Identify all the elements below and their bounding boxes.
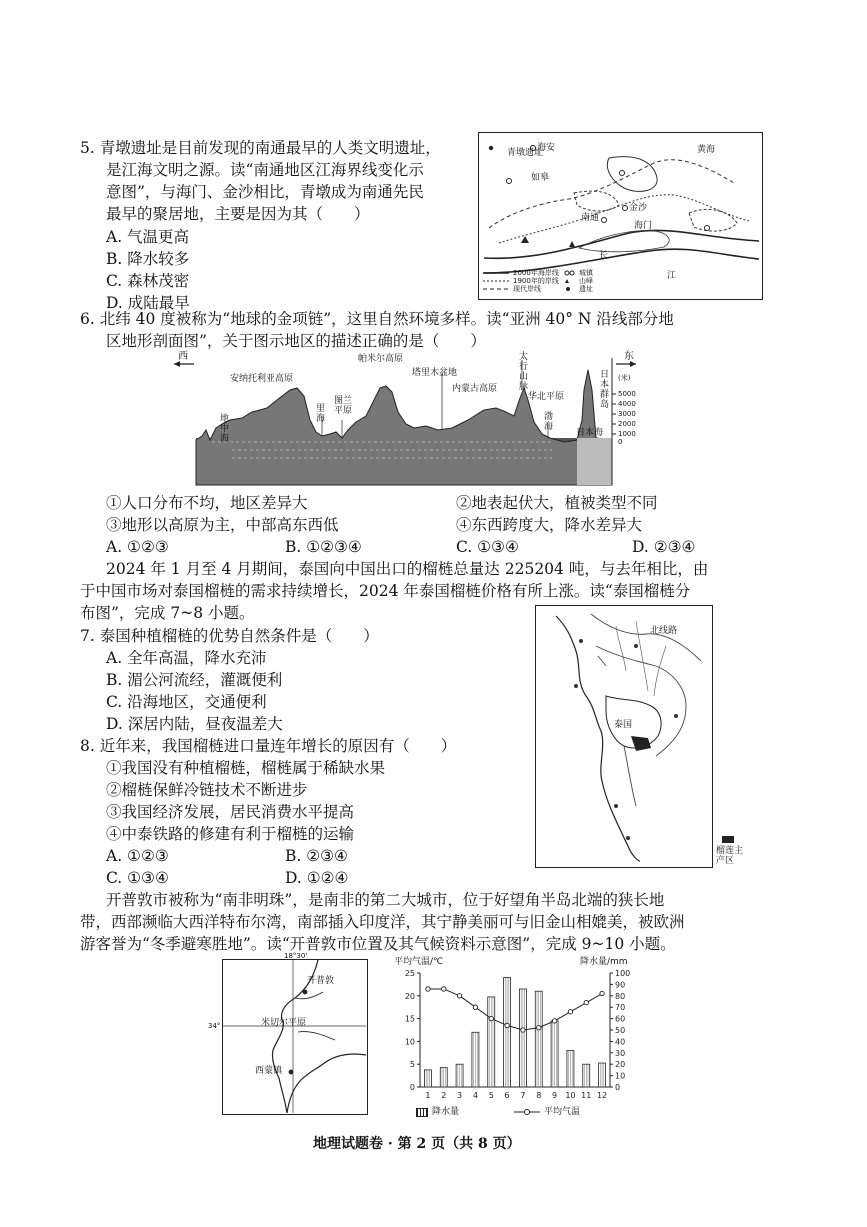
temp-line <box>428 989 602 1030</box>
profile-west: 西 <box>178 351 188 362</box>
q7-option-a: A. 全年高温，降水充沛 <box>106 649 267 667</box>
left-tick-label: 5 <box>409 1060 415 1070</box>
label-anatolian-plateau: 安纳托利亚高原 <box>230 374 294 384</box>
left-tick-label: 0 <box>409 1083 415 1092</box>
temp-point <box>568 1010 572 1014</box>
legend-durian-main-2: 产区 <box>716 856 735 866</box>
right-tick-label: 40 <box>615 1037 626 1047</box>
q7-option-c: C. 沿海地区，交通便利 <box>106 693 267 711</box>
label-sea-of-japan: 日本海 <box>576 428 604 438</box>
right-tick-label: 0 <box>615 1083 621 1092</box>
label-qingdun: 青墩遗址 <box>507 148 544 158</box>
q6-option-c: C. ①③④ <box>456 538 519 556</box>
label-north-china-plain: 华北平原 <box>528 392 565 402</box>
q8-statement-1: ①我国没有种植榴梿，榴梿属于稀缺水果 <box>106 759 386 777</box>
right-tick-label: 30 <box>615 1048 626 1058</box>
left-tick-label: 20 <box>404 991 415 1001</box>
right-tick-label: 80 <box>615 991 626 1001</box>
intro78-line3: 布图”，完成 7~8 小题。 <box>80 604 255 622</box>
q8-option-c: C. ①③④ <box>106 869 169 887</box>
q5-stem-line1: 5. 青墩遗址是目前发现的南通最早的人类文明遗址， <box>80 139 441 157</box>
label-chang: 长 <box>599 251 609 261</box>
label-jiang: 江 <box>667 271 677 281</box>
label-simons-town: 西蒙镇 <box>255 1066 283 1076</box>
tick-2000: 2000 <box>618 420 636 428</box>
label-turan-plain: 图兰平原 <box>334 396 353 416</box>
right-tick-label: 50 <box>615 1026 626 1035</box>
right-tick-label: 70 <box>615 1003 626 1013</box>
label-rugao: 如皋 <box>531 173 550 183</box>
tick-5000: 5000 <box>618 390 636 398</box>
q6-option-d: D. ②③④ <box>632 538 696 556</box>
q8-option-d: D. ①②④ <box>285 869 349 887</box>
q5-stem-line4: 最早的聚居地，主要是因为其（ ） <box>106 205 370 223</box>
label-huanghai: 黄海 <box>697 145 716 155</box>
q6-option-a: A. ①②③ <box>106 538 169 556</box>
q8-option-b: B. ②③④ <box>285 847 348 865</box>
temp-point <box>537 1026 541 1030</box>
label-inner-mongolia-plateau: 内蒙古高原 <box>452 384 498 394</box>
cape-town-climate-chart <box>392 955 642 1125</box>
chart-left-axis-label: 平均气温/℃ <box>394 957 444 967</box>
label-nantong: 南通 <box>581 213 600 223</box>
temp-point <box>505 1023 509 1027</box>
left-tick-label: 10 <box>404 1037 415 1047</box>
label-mitchells-plain: 米切尔平原 <box>261 1018 307 1028</box>
month-tick-label: 7 <box>520 1091 526 1100</box>
climate-chart-svg <box>392 967 642 1107</box>
legend-2000-coastline: 2000年海岸线 <box>513 269 559 277</box>
intro78-line1: 2024 年 1 月至 4 月期间，泰国向中国出口的榴梿总量达 225204 吨，与去年相比，由 <box>106 560 709 578</box>
right-tick-label: 10 <box>615 1071 626 1081</box>
profile-unit: (米) <box>618 374 631 382</box>
legend-durian-area-swatch <box>722 836 734 843</box>
q6-option-b: B. ①②③④ <box>285 538 362 556</box>
cape-map-drawing <box>223 960 366 1113</box>
label-tarim-basin: 塔里木盆地 <box>412 368 458 378</box>
q8-stem: 8. 近年来，我国榴梿进口量连年增长的原因有（ ） <box>80 737 457 755</box>
left-tick-label: 15 <box>404 1014 415 1024</box>
tick-0: 0 <box>618 438 623 446</box>
month-tick-label: 12 <box>596 1091 608 1100</box>
cape-map-frame <box>222 959 368 1115</box>
intro910-line3: 游客誉为“冬季避寒胜地”。读“开普敦市位置及其气候资料示意图”，完成 9~10 小题。 <box>80 935 676 953</box>
q5-option-a: A. 气温更高 <box>106 228 190 246</box>
label-thailand: 泰国 <box>614 720 633 730</box>
label-taihang-mountains: 太行山脉 <box>519 352 529 392</box>
legend-temp-swatch <box>514 1107 540 1117</box>
tick-3000: 3000 <box>618 410 636 418</box>
month-tick-label: 10 <box>565 1091 576 1100</box>
thailand-durian-map <box>535 605 713 868</box>
thailand-map-drawing <box>536 606 711 866</box>
legend-peak: 山峰 <box>579 277 593 285</box>
right-tick-label: 100 <box>615 969 631 978</box>
terrain-profile-drawing <box>172 350 638 486</box>
intro910-line1: 开普敦市被称为“南非明珠”，是南非的第二大城市，位于好望角半岛北端的狭长地 <box>106 891 665 909</box>
q5-option-c: C. 森林茂密 <box>106 272 190 290</box>
temp-point <box>457 994 461 998</box>
page-footer: 地理试题卷 · 第 2 页（共 8 页） <box>313 1136 521 1152</box>
tick-4000: 4000 <box>618 400 636 408</box>
temp-point <box>489 1016 493 1020</box>
month-tick-label: 9 <box>552 1091 558 1100</box>
intro910-line2: 带，西部濒临大西洋特布尔湾，南部插入印度洋，其宁静美丽可与旧金山相媲美，被欧洲 <box>80 913 685 931</box>
legend-site: 遗址 <box>579 285 593 293</box>
label-jinsha: 金沙 <box>629 203 648 213</box>
label-caspian-sea: 里海 <box>316 404 326 424</box>
asia-40n-terrain-profile <box>172 350 638 486</box>
legend-temp-label: 平均气温 <box>544 1107 581 1117</box>
temp-point <box>600 991 604 995</box>
q5-option-b: B. 降水较多 <box>106 250 190 268</box>
q7-stem: 7. 泰国种植榴梿的优势自然条件是（ ） <box>80 627 379 645</box>
chart-right-axis-label: 降水量/mm <box>580 957 628 967</box>
legend-precip-label: 降水量 <box>432 1107 460 1117</box>
q6-statement-1: ①人口分布不均，地区差异大 <box>106 494 308 512</box>
q7-option-b: B. 湄公河流经，灌溉便利 <box>106 671 283 689</box>
month-tick-label: 5 <box>488 1091 494 1100</box>
profile-east: 东 <box>624 351 634 362</box>
q5-stem-line3: 意图”，与海门、金沙相比，青墩成为南通先民 <box>106 183 424 201</box>
label-north-route: 北线路 <box>650 626 678 636</box>
temp-point <box>584 1000 588 1004</box>
label-haimen: 海门 <box>634 221 653 231</box>
month-tick-label: 8 <box>536 1091 542 1100</box>
intro78-line2: 于中国市场对泰国榴梿的需求持续增长，2024 年泰国榴梿价格有所上涨。读“泰国榴梿分 <box>80 582 691 600</box>
legend-modern-coastline: 现代岸线 <box>513 285 541 293</box>
q6-statement-2: ②地表起伏大，植被类型不同 <box>456 494 658 512</box>
q6-stem-line2: 区地形剖面图”，关于图示地区的描述正确的是（ ） <box>106 332 486 350</box>
month-tick-label: 11 <box>581 1091 592 1100</box>
legend-precip-swatch <box>416 1108 428 1117</box>
q6-statement-4: ④东西跨度大，降水差异大 <box>456 516 643 534</box>
temp-point <box>426 987 430 991</box>
label-mediterranean: 地中海 <box>220 414 230 444</box>
label-cape-town: 开普敦 <box>307 976 335 986</box>
label-haian: 海安 <box>537 143 556 153</box>
q8-option-a: A. ①②③ <box>106 847 169 865</box>
temp-point <box>521 1028 525 1032</box>
month-tick-label: 6 <box>504 1091 510 1100</box>
month-tick-label: 4 <box>472 1091 478 1100</box>
right-tick-label: 90 <box>615 980 626 990</box>
legend-durian-main-1: 榴莲主 <box>716 846 744 856</box>
cape-town-location-map <box>208 952 370 1117</box>
month-tick-label: 2 <box>441 1091 447 1100</box>
q7-option-d: D. 深居内陆，昼夜温差大 <box>106 715 283 733</box>
tick-1000: 1000 <box>618 430 636 438</box>
q6-stem-line1: 6. 北纬 40 度被称为“地球的金项链”，这里自然环境多样。读“亚洲 40° N 沿线部分地 <box>80 310 674 328</box>
left-tick-label: 25 <box>404 969 415 978</box>
label-longitude: 18°30' <box>284 952 308 960</box>
temp-point <box>442 987 446 991</box>
label-japanese-islands: 日本群岛 <box>600 370 610 410</box>
right-tick-label: 20 <box>615 1060 626 1070</box>
temp-point <box>552 1019 556 1023</box>
q5-option-d: D. 成陆最早 <box>106 294 190 312</box>
label-bohai-sea: 渤海 <box>544 412 554 432</box>
q5-stem-line2: 是江海文明之源。读“南通地区江海界线变化示 <box>106 161 424 179</box>
label-pamir-plateau: 帕米尔高原 <box>358 354 404 364</box>
label-latitude: 34° <box>208 1022 221 1030</box>
q8-statement-3: ③我国经济发展，居民消费水平提高 <box>106 803 355 821</box>
q6-statement-3: ③地形以高原为主，中部高东西低 <box>106 516 339 534</box>
legend-town: 城镇 <box>579 269 593 277</box>
q8-statement-2: ②榴梿保鲜冷链技术不断进步 <box>106 781 308 799</box>
temp-point <box>473 1005 477 1009</box>
right-tick-label: 60 <box>615 1014 626 1024</box>
legend-1900-coastline: 1900年的岸线 <box>513 277 559 285</box>
nantong-coastline-map <box>478 132 763 300</box>
q8-statement-4: ④中泰铁路的修建有利于榴梿的运输 <box>106 825 355 843</box>
month-tick-label: 1 <box>425 1091 431 1100</box>
month-tick-label: 3 <box>457 1091 463 1100</box>
